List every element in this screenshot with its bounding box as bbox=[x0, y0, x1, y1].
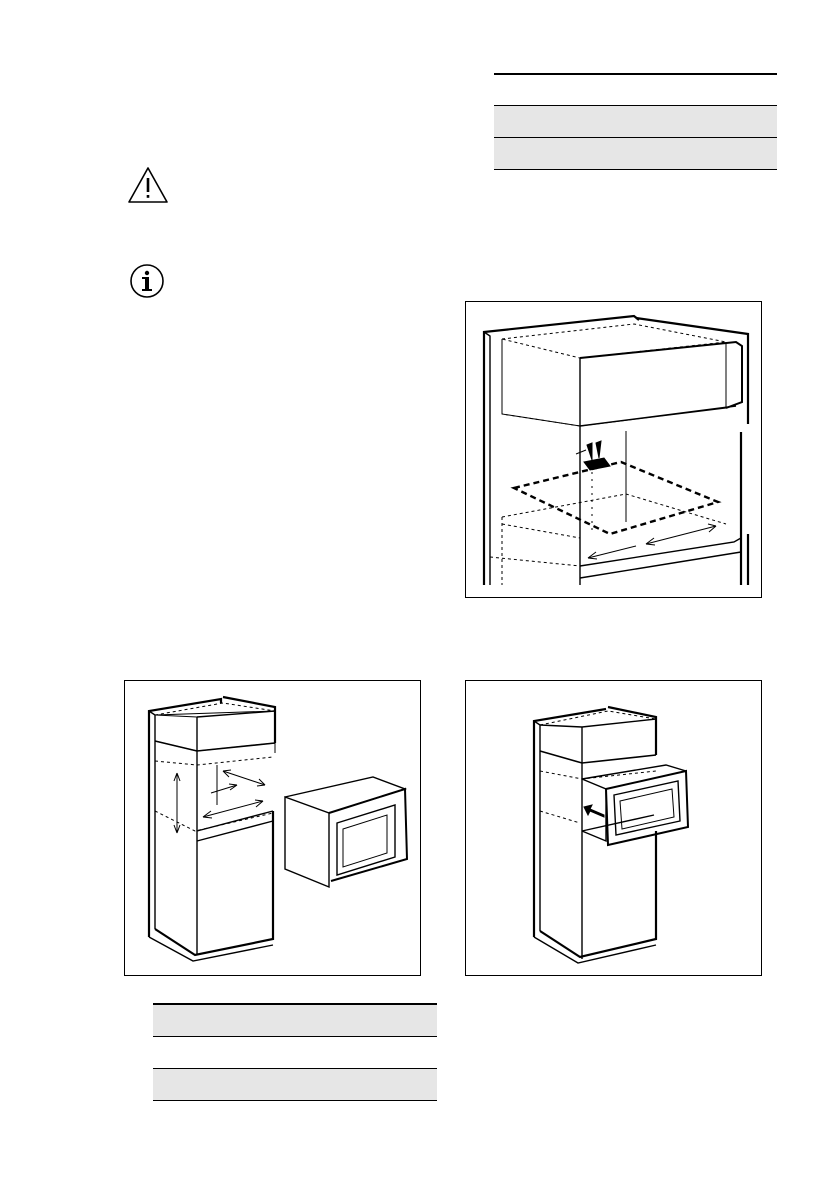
table-row bbox=[494, 138, 777, 169]
table-rule bbox=[153, 1100, 437, 1101]
appliance-insertion-illustration bbox=[465, 680, 762, 976]
info-circle-icon bbox=[129, 263, 165, 299]
table-rule bbox=[494, 169, 777, 170]
table-row bbox=[494, 106, 777, 137]
table-row bbox=[153, 1037, 437, 1068]
top-table bbox=[494, 73, 777, 171]
warning-triangle-icon bbox=[127, 166, 169, 204]
cabinet-mounting-bracket-illustration bbox=[465, 301, 762, 598]
table-row bbox=[494, 75, 777, 105]
table-row bbox=[153, 1069, 437, 1100]
table-row bbox=[153, 1005, 437, 1036]
cabinet-dimensions-illustration bbox=[124, 680, 421, 976]
bottom-table bbox=[153, 1003, 437, 1102]
